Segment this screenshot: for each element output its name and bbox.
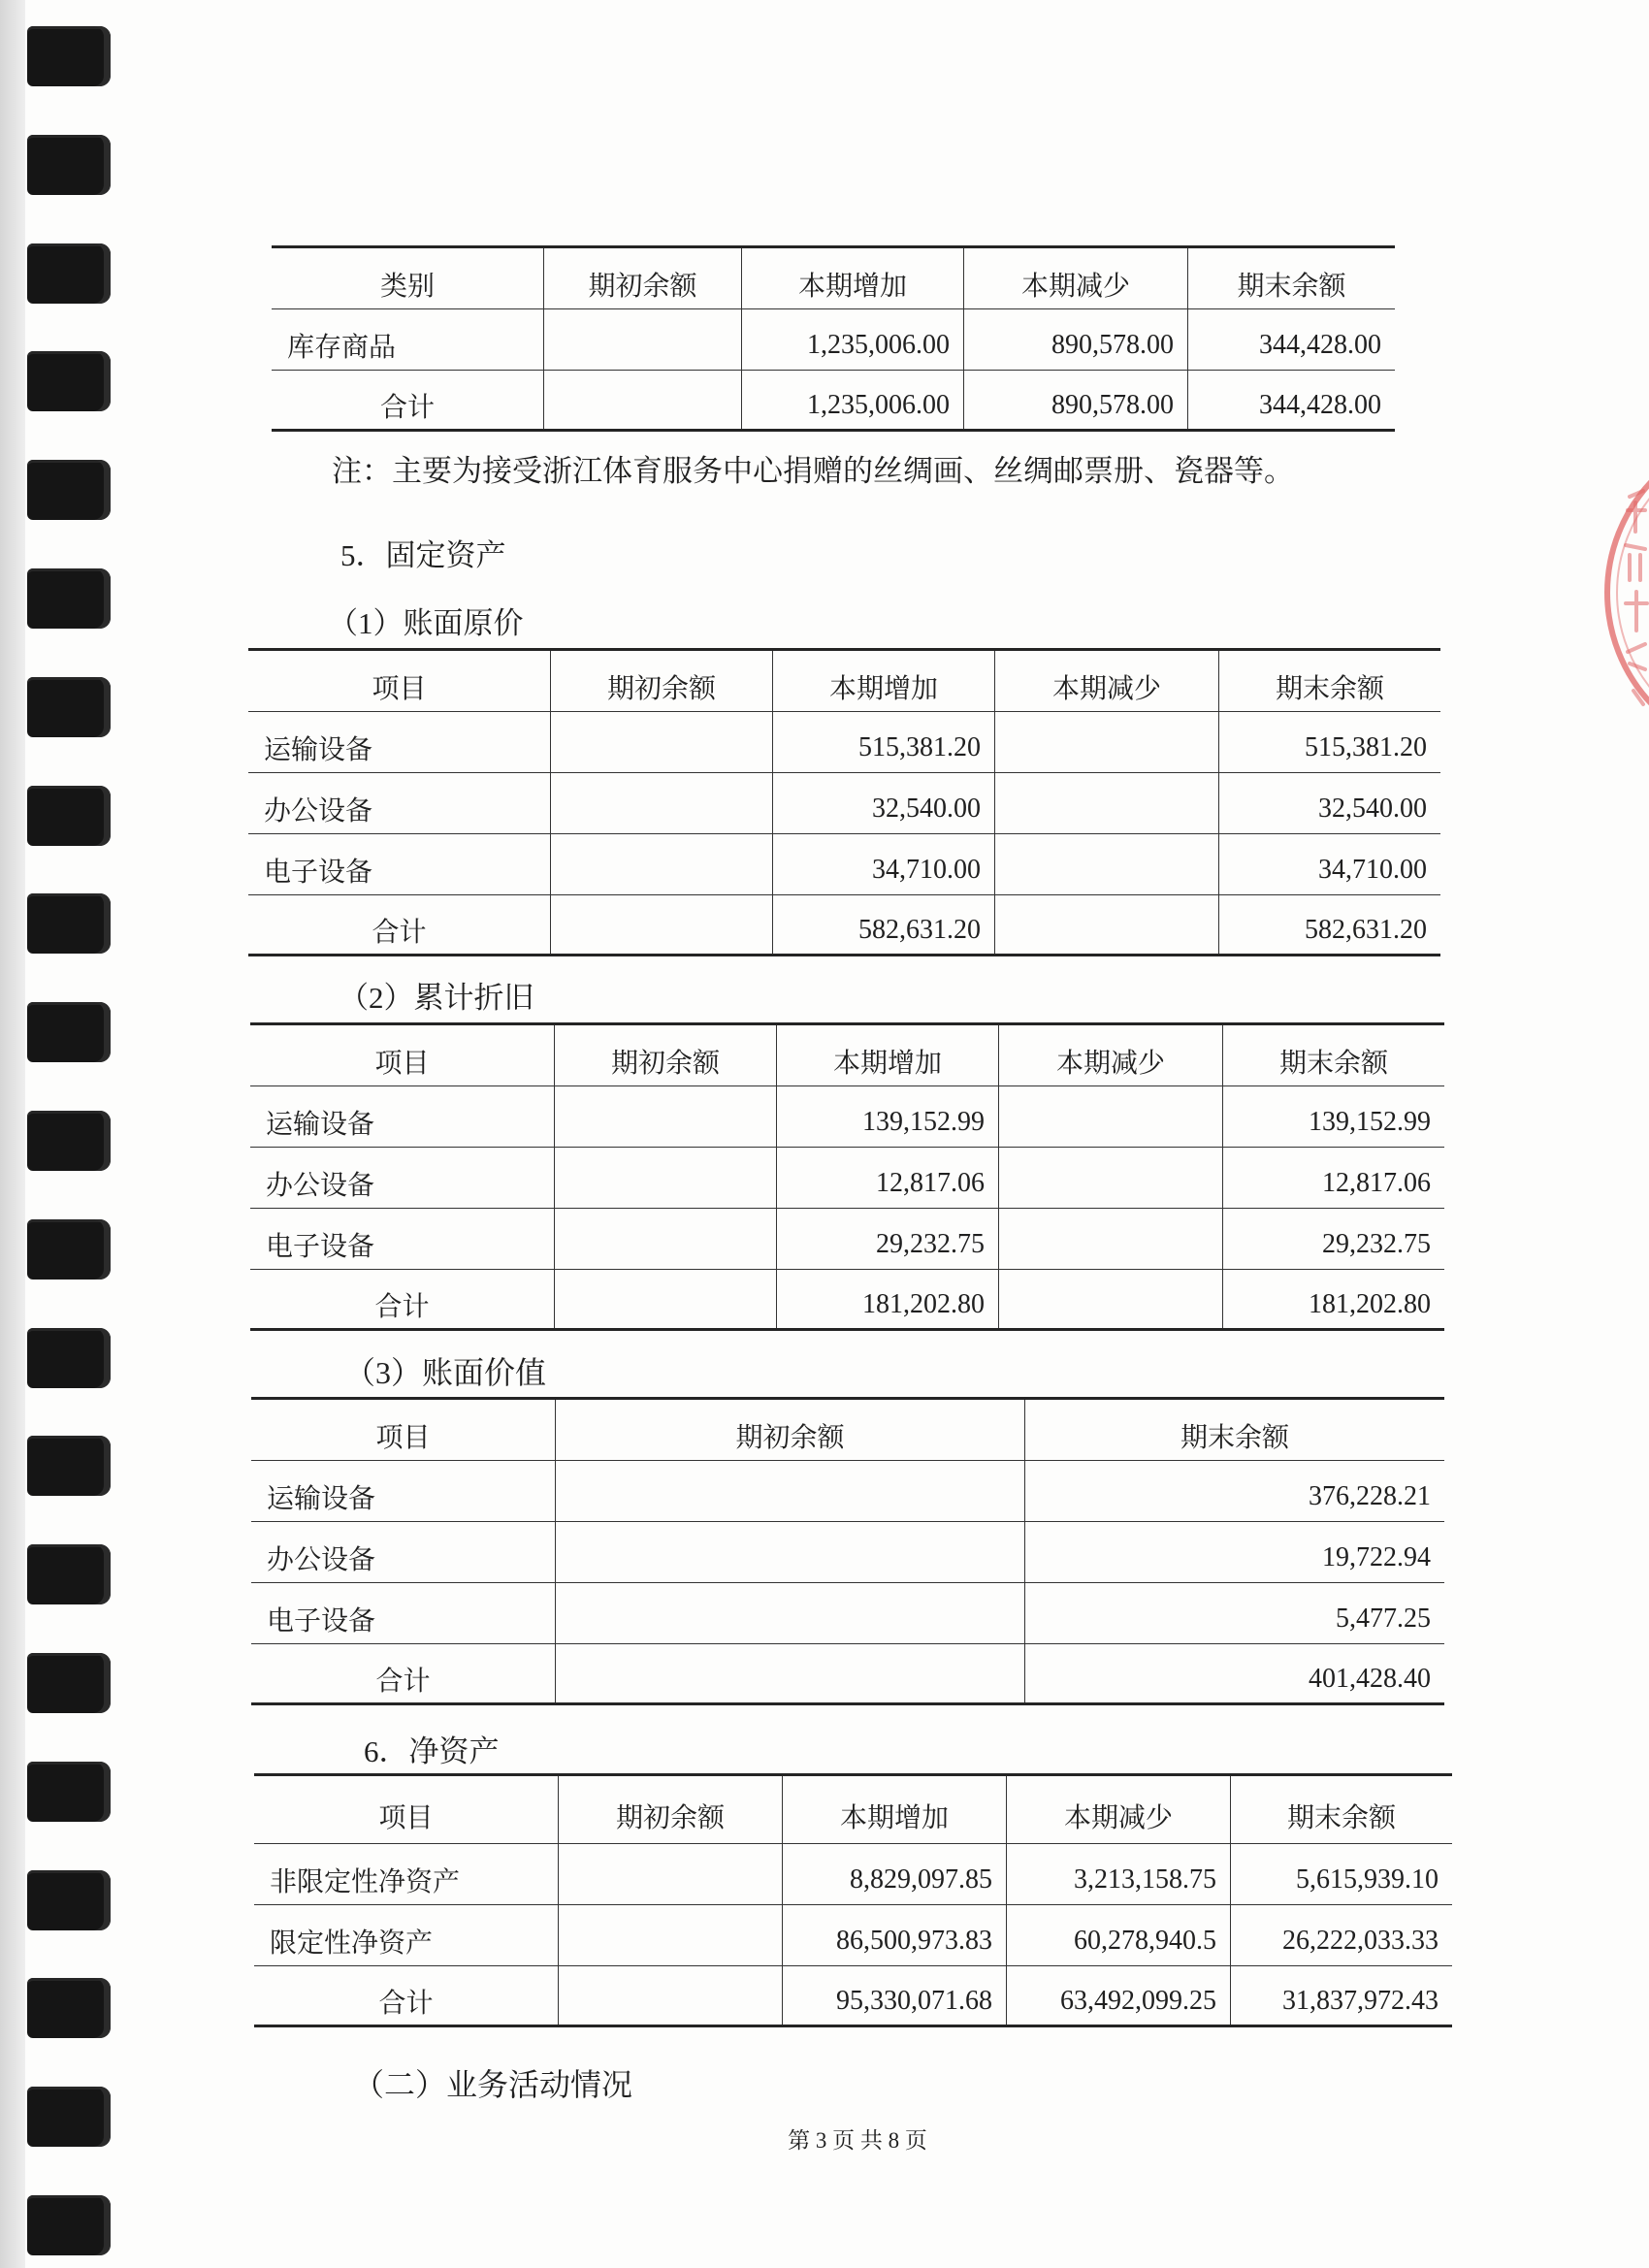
binding-comb	[27, 1002, 111, 1062]
header-row	[250, 1025, 1444, 1086]
amount-cell	[554, 1148, 776, 1208]
subsection-title-net-book-value: （3）账面价值	[344, 1355, 547, 1390]
column-header: 项目	[374, 1049, 430, 1079]
amount-cell: 5,477.25	[1024, 1583, 1444, 1643]
row-label: 非限定性净资产	[270, 1867, 461, 1897]
column-header: 本期减少	[1006, 1776, 1230, 1843]
amount-cell: 582,631.20	[1218, 895, 1440, 954]
column-header: 期末余额	[1218, 651, 1440, 711]
binding-comb	[27, 1328, 111, 1388]
column-header: 本期增加	[776, 1025, 998, 1085]
amount-cell: 29,232.75	[776, 1209, 998, 1269]
amount-cell: 63,492,099.25	[1006, 1966, 1230, 2025]
column-header: 项目	[375, 1423, 431, 1453]
amount-cell: 181,202.80	[1222, 1270, 1444, 1328]
table-row	[248, 712, 1440, 773]
amount-cell	[550, 895, 772, 954]
amount-cell: 376,228.21	[1024, 1461, 1444, 1521]
amount-cell: 32,540.00	[772, 773, 994, 833]
column-header: 项目	[372, 674, 427, 704]
header-row	[251, 1400, 1444, 1461]
row-label: 办公设备	[267, 1545, 376, 1575]
amount-cell	[543, 309, 741, 370]
amount-cell	[998, 1148, 1222, 1208]
total-row	[251, 1644, 1444, 1705]
total-row	[272, 371, 1395, 432]
column-header: 本期增加	[782, 1776, 1006, 1843]
table-row	[250, 1209, 1444, 1270]
subsection-title-original-cost: （1）账面原价	[328, 606, 524, 640]
accumulated-depreciation-table	[250, 1022, 1444, 1331]
amount-cell: 95,330,071.68	[782, 1966, 1006, 2025]
column-header: 期初余额	[555, 1400, 1024, 1460]
row-label: 办公设备	[264, 796, 373, 826]
amount-cell	[998, 1209, 1222, 1269]
amount-cell: 34,710.00	[772, 834, 994, 894]
row-label: 运输设备	[267, 1484, 376, 1514]
amount-cell	[550, 834, 772, 894]
column-header: 期初余额	[554, 1025, 776, 1085]
amount-cell	[554, 1209, 776, 1269]
row-label: 合计	[379, 393, 435, 423]
seal-stamp	[1591, 407, 1649, 776]
amount-cell: 139,152.99	[1222, 1086, 1444, 1147]
row-label: 电子设备	[267, 1606, 376, 1636]
amount-cell: 890,578.00	[963, 371, 1187, 429]
binding-comb	[27, 1111, 111, 1171]
amount-cell	[994, 895, 1218, 954]
amount-cell	[558, 1905, 782, 1965]
amount-cell	[550, 773, 772, 833]
binding-comb	[27, 1870, 111, 1930]
row-label: 办公设备	[266, 1171, 375, 1201]
column-header: 期末余额	[1187, 248, 1395, 308]
amount-cell: 515,381.20	[1218, 712, 1440, 772]
binding-comb	[27, 2087, 111, 2147]
amount-cell	[998, 1086, 1222, 1147]
header-row	[254, 1776, 1452, 1844]
section-title-business-activities: （二）业务活动情况	[353, 2067, 633, 2102]
binding-comb	[27, 1762, 111, 1822]
amount-cell: 344,428.00	[1187, 371, 1395, 429]
row-label: 运输设备	[264, 735, 373, 765]
net-assets-table	[254, 1773, 1452, 2027]
amount-cell: 181,202.80	[776, 1270, 998, 1328]
amount-cell	[994, 834, 1218, 894]
binding-comb	[27, 26, 111, 86]
original-cost-table	[248, 648, 1440, 956]
binding-comb	[27, 1978, 111, 2038]
binding-comb	[27, 135, 111, 195]
column-header: 本期减少	[998, 1025, 1222, 1085]
header-row	[248, 651, 1440, 712]
binding-comb	[27, 568, 111, 629]
binding-comb	[27, 1436, 111, 1496]
row-label: 合计	[374, 1292, 430, 1322]
binding-comb	[27, 893, 111, 954]
amount-cell: 1,235,006.00	[741, 371, 963, 429]
row-label: 库存商品	[287, 333, 397, 363]
amount-cell	[550, 712, 772, 772]
column-header: 类别	[379, 272, 435, 302]
subsection-title-accumulated-depreciation: （2）累计折旧	[339, 981, 534, 1015]
row-label: 运输设备	[266, 1110, 375, 1140]
column-header: 期末余额	[1230, 1776, 1452, 1843]
total-row	[254, 1966, 1452, 2027]
amount-cell	[994, 712, 1218, 772]
amount-cell	[555, 1522, 1024, 1582]
amount-cell: 344,428.00	[1187, 309, 1395, 370]
binding-comb	[27, 1219, 111, 1280]
amount-cell	[558, 1966, 782, 2025]
binding-comb	[27, 1653, 111, 1713]
amount-cell	[558, 1844, 782, 1904]
table-row	[251, 1522, 1444, 1583]
header-row	[272, 248, 1395, 309]
column-header: 本期减少	[963, 248, 1187, 308]
binding-comb	[27, 786, 111, 846]
total-row	[248, 895, 1440, 956]
row-label: 合计	[372, 918, 427, 948]
amount-cell: 1,235,006.00	[741, 309, 963, 370]
section-title-net-assets: 6．净资产	[364, 1734, 500, 1768]
amount-cell: 3,213,158.75	[1006, 1844, 1230, 1904]
amount-cell: 5,615,939.10	[1230, 1844, 1452, 1904]
table-row	[251, 1461, 1444, 1522]
section-title-fixed-assets: 5．固定资产	[340, 538, 506, 572]
total-row	[250, 1270, 1444, 1331]
amount-cell: 19,722.94	[1024, 1522, 1444, 1582]
row-label: 合计	[378, 1989, 434, 2019]
binding-comb	[27, 243, 111, 304]
table-row	[251, 1583, 1444, 1644]
amount-cell	[555, 1583, 1024, 1643]
row-label: 电子设备	[264, 858, 373, 888]
table-row	[250, 1086, 1444, 1148]
amount-cell: 139,152.99	[776, 1086, 998, 1147]
column-header: 本期增加	[772, 651, 994, 711]
column-header: 期初余额	[543, 248, 741, 308]
table-row	[248, 834, 1440, 895]
column-header: 项目	[378, 1802, 434, 1833]
binding-comb	[27, 351, 111, 411]
amount-cell: 515,381.20	[772, 712, 994, 772]
amount-cell: 582,631.20	[772, 895, 994, 954]
column-header: 本期增加	[741, 248, 963, 308]
row-label: 合计	[375, 1667, 431, 1697]
column-header: 期末余额	[1222, 1025, 1444, 1085]
amount-cell	[554, 1270, 776, 1328]
table-row	[254, 1905, 1452, 1966]
amount-cell: 8,829,097.85	[782, 1844, 1006, 1904]
amount-cell: 12,817.06	[1222, 1148, 1444, 1208]
binding-edge	[0, 0, 25, 2268]
table-row	[272, 309, 1395, 371]
amount-cell	[994, 773, 1218, 833]
row-label: 电子设备	[266, 1232, 375, 1262]
amount-cell	[554, 1086, 776, 1147]
table-row	[248, 773, 1440, 834]
amount-cell: 26,222,033.33	[1230, 1905, 1452, 1965]
column-header: 本期减少	[994, 651, 1218, 711]
table-row	[254, 1844, 1452, 1905]
amount-cell	[543, 371, 741, 429]
amount-cell: 60,278,940.5	[1006, 1905, 1230, 1965]
amount-cell: 86,500,973.83	[782, 1905, 1006, 1965]
amount-cell: 34,710.00	[1218, 834, 1440, 894]
binding-comb	[27, 460, 111, 520]
inventory-note: 注：主要为接受浙江体育服务中心捐赠的丝绸画、丝绸邮票册、瓷器等。	[332, 454, 1294, 488]
amount-cell	[555, 1644, 1024, 1702]
binding-comb	[27, 1544, 111, 1604]
binding-comb	[27, 677, 111, 737]
column-header: 期末余额	[1024, 1400, 1444, 1460]
amount-cell: 31,837,972.43	[1230, 1966, 1452, 2025]
amount-cell: 32,540.00	[1218, 773, 1440, 833]
amount-cell	[555, 1461, 1024, 1521]
inventory-table	[272, 245, 1395, 432]
amount-cell: 12,817.06	[776, 1148, 998, 1208]
amount-cell: 401,428.40	[1024, 1644, 1444, 1702]
amount-cell: 890,578.00	[963, 309, 1187, 370]
binding-comb	[27, 2195, 111, 2255]
column-header: 期初余额	[550, 651, 772, 711]
column-header: 期初余额	[558, 1776, 782, 1843]
amount-cell: 29,232.75	[1222, 1209, 1444, 1269]
net-book-value-table	[251, 1397, 1444, 1705]
table-row	[250, 1148, 1444, 1209]
page-number: 第 3 页 共 8 页	[788, 2128, 927, 2153]
row-label: 限定性净资产	[270, 1928, 434, 1959]
amount-cell	[998, 1270, 1222, 1328]
